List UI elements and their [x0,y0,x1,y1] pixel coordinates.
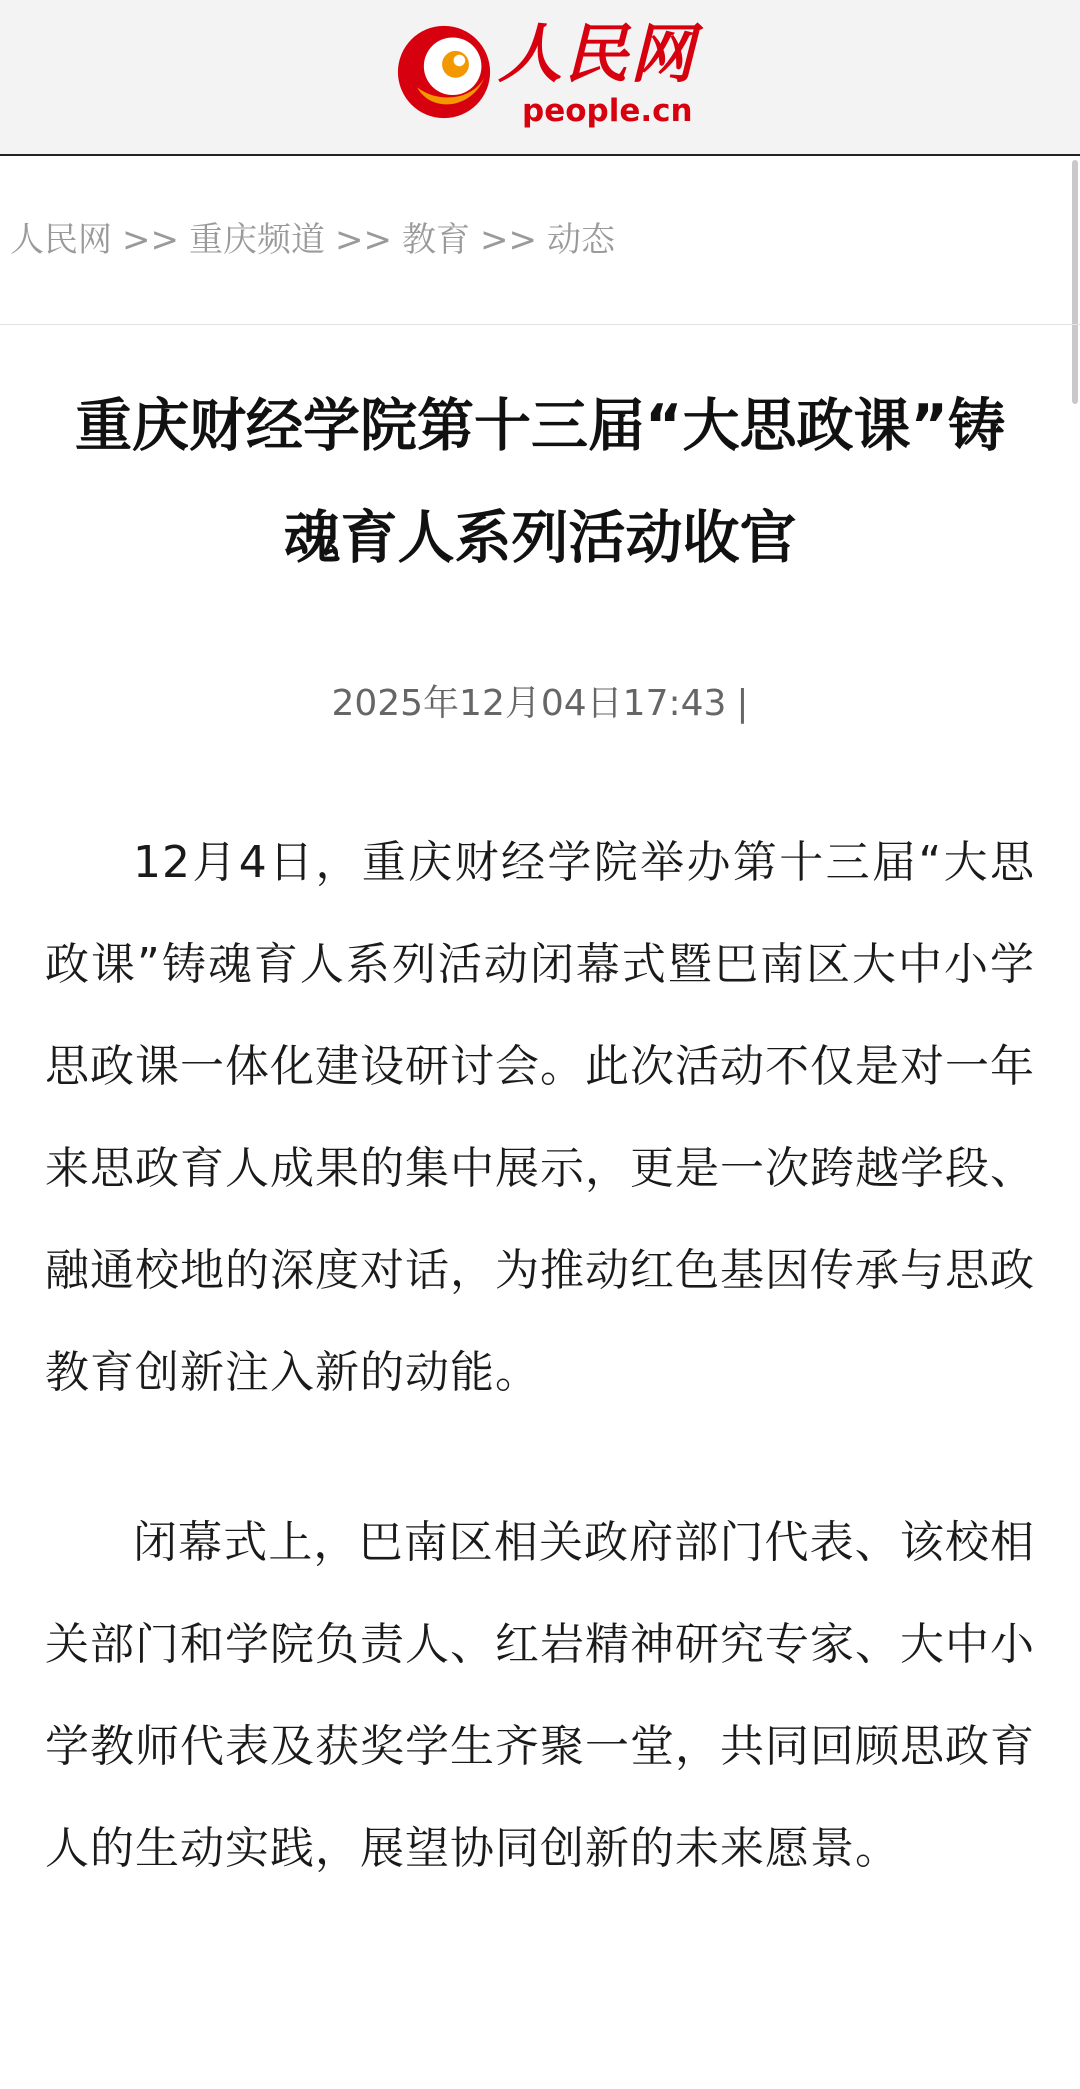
breadcrumb-separator: >> [122,220,179,260]
breadcrumb-link-education[interactable]: 教育 [401,220,470,260]
site-header [0,0,1080,156]
article-body [45,812,1035,1968]
article-paragraph: 闭幕式上，巴南区相关政府部门代表、该校相关部门和学院负责人、红岩精神研究专家、大中小学教师代表及获奖学生齐聚一堂，共同回顾思政育人的生动实践，展望协同创新的未来愿景。 [45,1517,1035,1874]
people-logo-icon [396,24,492,120]
breadcrumb-divider [0,324,1080,325]
breadcrumb-separator: >> [334,220,392,260]
article-meta [0,674,1080,734]
publish-datetime: 2025年12月04日17:43 [331,683,727,724]
meta-divider: | [736,683,749,724]
breadcrumb-link-chongqing[interactable]: 重庆频道 [188,220,325,260]
page-scrollbar[interactable] [1072,160,1078,404]
breadcrumb-separator: >> [479,220,537,260]
breadcrumb-link-home[interactable]: 人民网 [10,220,112,260]
breadcrumb-link-news[interactable]: 动态 [546,220,615,260]
article-paragraph: 12月4日，重庆财经学院举办第十三届“大思政课”铸魂育人系列活动闭幕式暨巴南区大中小学思政课一体化建设研讨会。此次活动不仅是对一年来思政育人成果的集中展示，更是一次跨越学段、融通校地的深度对话，为推动红色基因传承与思政教育创新注入新的动能。 [45,837,1035,1398]
breadcrumb [10,212,615,268]
logo-chinese-text: 人民网 [498,17,696,92]
people-cn-logo[interactable] [396,16,696,130]
logo-domain-text: people.cn [522,93,693,129]
article-title: 重庆财经学院第十三届“大思政课”铸魂育人系列活动收官 [75,393,1005,571]
